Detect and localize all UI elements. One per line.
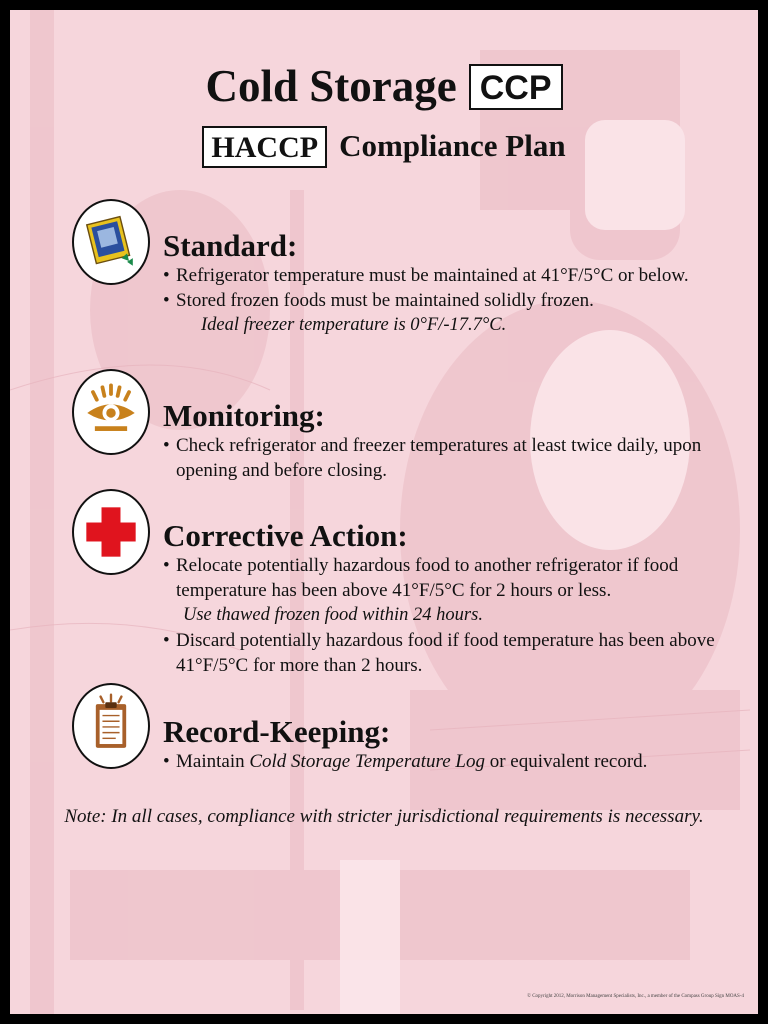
- book-icon: [72, 199, 150, 285]
- red-cross-icon: [72, 489, 150, 575]
- records-bullet-1: [163, 749, 718, 774]
- haccp-badge: HACCP: [202, 126, 327, 168]
- section-record-keeping: [163, 715, 718, 774]
- footer-note: Note: In all cases, compliance with stricter jurisdictional requirements is necessary.: [64, 806, 704, 827]
- clipboard-icon: [72, 683, 150, 769]
- section-corrective-action: [163, 519, 718, 678]
- records-bullet-pre: Maintain: [176, 751, 250, 772]
- corrective-heading: Corrective Action:: [163, 518, 408, 553]
- section-monitoring: [163, 399, 718, 483]
- monitoring-bullet-1: • Check refrigerator and freezer temperatures at least twice daily, upon opening and before closing.: [163, 433, 718, 483]
- copyright-text: © Copyright 2012, Morrison Management Specialists, Inc., a member of the Compass Group Sign MOAS-4: [527, 994, 744, 999]
- corrective-note: Use thawed frozen food within 24 hours.: [183, 605, 483, 625]
- section-standard: [163, 229, 718, 338]
- standard-heading: Standard:: [163, 228, 298, 263]
- subtitle-text: Compliance Plan: [339, 128, 566, 164]
- page-title: [10, 60, 758, 114]
- standard-note: Ideal freezer temperature is 0°F/-17.7°C.: [201, 315, 507, 335]
- records-heading: Record-Keeping:: [163, 714, 391, 749]
- page-subtitle: [10, 128, 758, 170]
- records-log-name: Cold Storage Temperature Log: [249, 751, 485, 772]
- records-bullet-post: or equivalent record.: [484, 751, 648, 772]
- standard-bullet-2: • Stored frozen foods must be maintained solidly frozen.: [163, 288, 718, 313]
- ccp-badge: CCP: [469, 64, 563, 110]
- poster: [10, 10, 758, 1014]
- eye-icon: [72, 369, 150, 455]
- corrective-bullet-1: • Relocate potentially hazardous food to another refrigerator if food temperature has been above 41°F/5°C for 2 hours or less.: [163, 553, 718, 603]
- corrective-bullet-2: • Discard potentially hazardous food if food temperature has been above 41°F/5°C for more than 2 hours.: [163, 628, 718, 678]
- title-main: Cold Storage: [205, 61, 457, 111]
- standard-bullet-1: • Refrigerator temperature must be maintained at 41°F/5°C or below.: [163, 263, 718, 288]
- monitoring-heading: Monitoring:: [163, 398, 325, 433]
